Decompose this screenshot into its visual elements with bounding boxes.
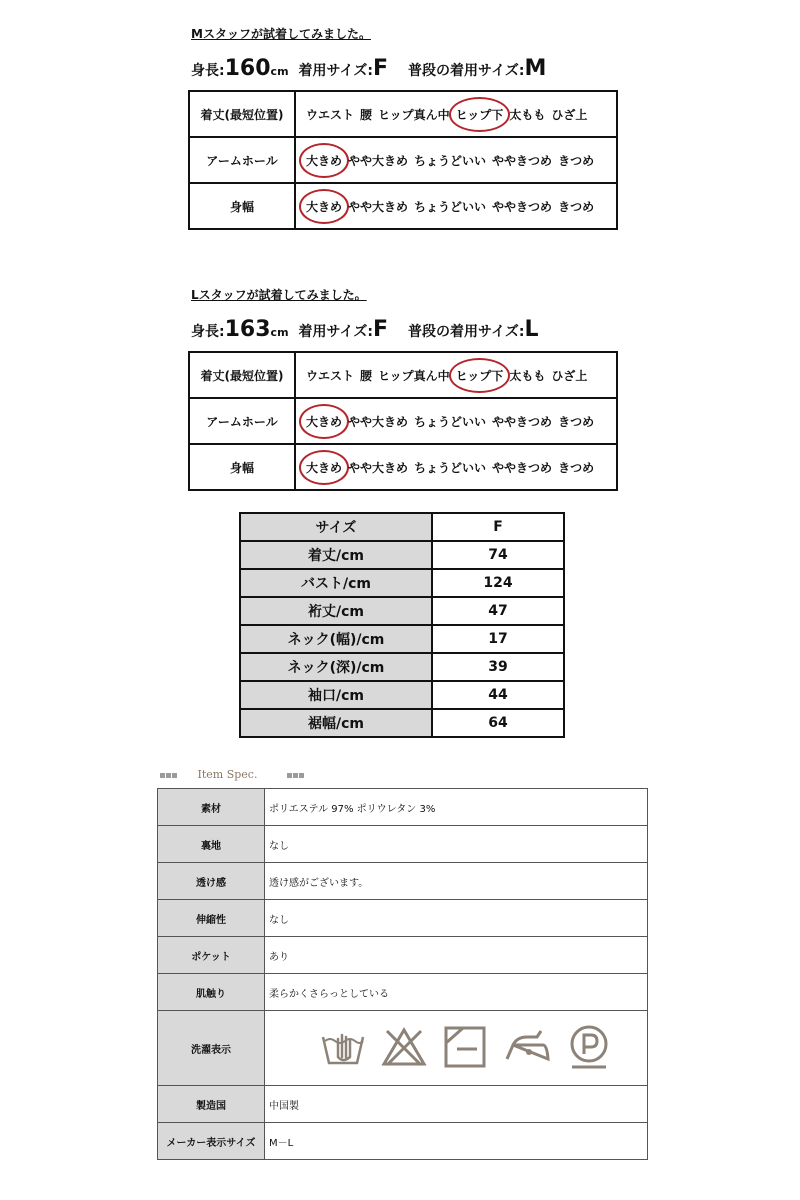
size-row (240, 597, 564, 625)
square-icon (166, 773, 171, 778)
size-row-label: ネック(幅)/cm (240, 625, 432, 653)
size-row-value: 17 (432, 625, 564, 653)
fit-option-selected: ヒップ下 (455, 368, 504, 383)
size-row (240, 653, 564, 681)
fit-option: ヒップ真ん中 (378, 107, 450, 122)
spec-row (158, 1123, 648, 1160)
square-icon (299, 773, 304, 778)
size-row-value: 74 (432, 541, 564, 569)
spec-row-label: 裏地 (158, 826, 265, 863)
size-row-value: 124 (432, 569, 564, 597)
fit-row (189, 444, 617, 490)
size-row-label: バスト/cm (240, 569, 432, 597)
spec-row-value: M－L (265, 1123, 648, 1160)
size-row (240, 709, 564, 737)
spec-row-value: あり (265, 937, 648, 974)
fit-option: 太もも (509, 107, 546, 122)
size-row-value: 44 (432, 681, 564, 709)
wear-value: F (373, 317, 389, 342)
staff-title: Mスタッフが試着してみました。 (191, 27, 371, 41)
spec-row-value: なし (265, 826, 648, 863)
line-dry-shade-icon (443, 1025, 487, 1072)
fit-option: きつめ (558, 460, 595, 475)
size-row-label: 袖口/cm (240, 681, 432, 709)
spec-row-value: 透け感がございます。 (265, 863, 648, 900)
square-icon (160, 773, 165, 778)
spec-row-value: 柔らかくさらっとしている (265, 974, 648, 1011)
size-row-label: 裄丈/cm (240, 597, 432, 625)
spec-row-value: 中国製 (265, 1086, 648, 1123)
fit-option: ややきつめ (492, 414, 553, 429)
spec-row-value: ポリエステル 97% ポリウレタン 3% (265, 789, 648, 826)
spec-row (158, 789, 648, 826)
fit-options (295, 352, 617, 398)
spec-table (157, 788, 648, 1160)
square-icon (293, 773, 298, 778)
height-label: 身長: (191, 324, 225, 340)
usual-value: L (524, 317, 539, 342)
fit-option: きつめ (558, 414, 595, 429)
fit-option: ちょうどいい (414, 460, 487, 475)
usual-label: 普段の着用サイズ: (408, 324, 525, 340)
size-row (240, 625, 564, 653)
fit-options (295, 91, 617, 137)
fit-row-label: 着丈(最短位置) (189, 352, 295, 398)
iron-low-icon (503, 1027, 551, 1070)
fit-option: きつめ (558, 199, 595, 214)
size-row (240, 569, 564, 597)
spec-row-label: メーカー表示サイズ (158, 1123, 265, 1160)
fit-option-selected: ヒップ下 (455, 107, 504, 122)
spec-row-label: 洗濯表示 (158, 1011, 265, 1086)
spec-row-label: ポケット (158, 937, 265, 974)
spec-row (158, 826, 648, 863)
fit-row-label: 着丈(最短位置) (189, 91, 295, 137)
wear-label: 着用サイズ: (298, 324, 374, 340)
fit-option: ヒップ真ん中 (378, 368, 450, 383)
usual-label: 普段の着用サイズ: (408, 63, 525, 79)
fit-options (295, 398, 617, 444)
spec-row (158, 974, 648, 1011)
square-icon (287, 773, 292, 778)
fit-table (188, 90, 618, 230)
spec-heading (160, 768, 305, 781)
size-row-value: 39 (432, 653, 564, 681)
fit-option: ひざ上 (551, 368, 588, 383)
staff-stats (191, 317, 539, 342)
spec-row-value: なし (265, 900, 648, 937)
spec-row-label: 伸縮性 (158, 900, 265, 937)
fit-option-selected: 大きめ (306, 153, 343, 168)
size-header-label: サイズ (240, 513, 432, 541)
fit-option: やや大きめ (348, 460, 409, 475)
usual-value: M (524, 56, 547, 81)
fit-row (189, 137, 617, 183)
size-row-label: 裾幅/cm (240, 709, 432, 737)
fit-option-selected: 大きめ (306, 414, 343, 429)
size-row-value: 47 (432, 597, 564, 625)
height-label: 身長: (191, 63, 225, 79)
fit-option: 腰 (360, 107, 373, 122)
fit-option: 腰 (360, 368, 373, 383)
dry-clean-p-icon (567, 1024, 611, 1073)
size-row-value: 64 (432, 709, 564, 737)
fit-row-label: アームホール (189, 398, 295, 444)
fit-options (295, 183, 617, 229)
fit-options (295, 444, 617, 490)
spec-row-label: 肌触り (158, 974, 265, 1011)
fit-table (188, 351, 618, 491)
fit-option: ちょうどいい (414, 153, 487, 168)
height-value: 160 (224, 56, 271, 81)
height-value: 163 (224, 317, 271, 342)
fit-option: やや大きめ (348, 153, 409, 168)
fit-option: やや大きめ (348, 199, 409, 214)
fit-row-label: 身幅 (189, 444, 295, 490)
spec-row-label: 素材 (158, 789, 265, 826)
size-row-label: ネック(深)/cm (240, 653, 432, 681)
spec-heading-text: Item Spec. (197, 768, 258, 781)
fit-option: ちょうどいい (414, 199, 487, 214)
spec-row (158, 1011, 648, 1086)
square-icon (172, 773, 177, 778)
spec-row (158, 900, 648, 937)
no-bleach-icon (381, 1027, 427, 1070)
height-unit: cm (270, 65, 289, 78)
staff-stats (191, 56, 546, 81)
fit-option: ちょうどいい (414, 414, 487, 429)
size-header-value: F (432, 513, 564, 541)
spec-row-label: 製造国 (158, 1086, 265, 1123)
size-row (240, 681, 564, 709)
fit-option-selected: 大きめ (306, 460, 343, 475)
fit-row (189, 183, 617, 229)
spec-row (158, 1086, 648, 1123)
fit-row-label: 身幅 (189, 183, 295, 229)
wear-value: F (373, 56, 389, 81)
fit-option: ウエスト (306, 107, 355, 122)
spec-row-label: 透け感 (158, 863, 265, 900)
wear-label: 着用サイズ: (298, 63, 374, 79)
fit-option: きつめ (558, 153, 595, 168)
fit-option: ややきつめ (492, 199, 553, 214)
fit-option: ひざ上 (551, 107, 588, 122)
fit-option: ややきつめ (492, 153, 553, 168)
fit-row-label: アームホール (189, 137, 295, 183)
fit-row (189, 352, 617, 398)
care-icons (265, 1011, 648, 1086)
fit-row (189, 398, 617, 444)
fit-option: ややきつめ (492, 460, 553, 475)
fit-option-selected: 大きめ (306, 199, 343, 214)
size-header-row (240, 513, 564, 541)
size-row (240, 541, 564, 569)
size-row-label: 着丈/cm (240, 541, 432, 569)
hand-wash-icon (321, 1027, 365, 1070)
fit-row (189, 91, 617, 137)
height-unit: cm (270, 326, 289, 339)
spec-row (158, 937, 648, 974)
fit-option: ウエスト (306, 368, 355, 383)
size-table (239, 512, 565, 738)
staff-title: Lスタッフが試着してみました。 (191, 288, 367, 302)
fit-options (295, 137, 617, 183)
fit-option: やや大きめ (348, 414, 409, 429)
fit-option: 太もも (509, 368, 546, 383)
spec-row (158, 863, 648, 900)
